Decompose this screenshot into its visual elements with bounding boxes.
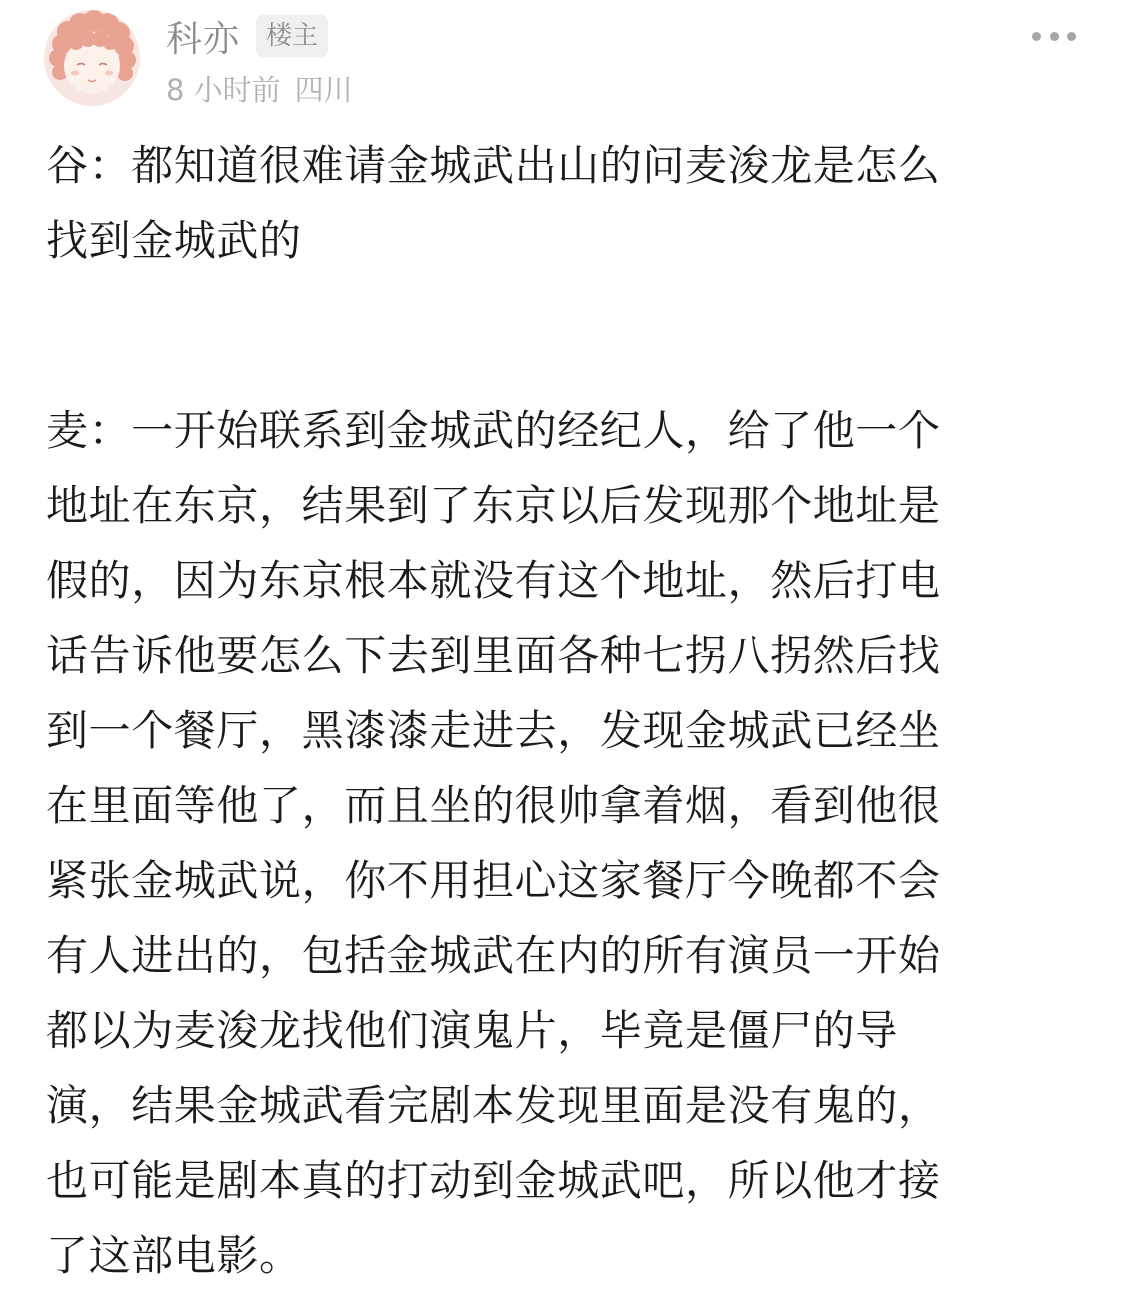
paragraph-question <box>46 128 1076 278</box>
text-line: 了这部电影。 <box>46 1231 302 1280</box>
text-line: 谷：都知道很难请金城武出山的问麦浚龙是怎么 <box>46 141 941 190</box>
op-badge: 楼主 <box>256 15 328 57</box>
post-meta <box>166 68 353 109</box>
text-line: 到一个餐厅，黑漆漆走进去，发现金城武已经坐 <box>46 706 941 755</box>
text-line: 麦：一开始联系到金城武的经纪人，给了他一个 <box>46 406 941 455</box>
post-body <box>46 128 1076 1293</box>
post-time: 8 小时前 <box>166 73 281 107</box>
post-header <box>44 8 1084 108</box>
text-line: 也可能是剧本真的打动到金城武吧，所以他才接 <box>46 1156 941 1205</box>
more-dots-icon[interactable] <box>1032 26 1076 46</box>
text-line: 地址在东京，结果到了东京以后发现那个地址是 <box>46 481 941 530</box>
user-line <box>166 12 328 60</box>
author-name[interactable]: 科亦 <box>166 18 241 60</box>
text-line: 演，结果金城武看完剧本发现里面是没有鬼的， <box>46 1081 941 1130</box>
paragraph-gap <box>46 278 1076 393</box>
post-location: 四川 <box>294 73 353 107</box>
cartoon-girl-avatar-icon[interactable] <box>44 10 140 106</box>
paragraph-answer <box>46 393 1076 1293</box>
text-line: 在里面等他了，而且坐的很帅拿着烟，看到他很 <box>46 781 941 830</box>
text-line: 找到金城武的 <box>46 216 302 265</box>
text-line: 都以为麦浚龙找他们演鬼片，毕竟是僵尸的导 <box>46 1006 899 1055</box>
text-line: 紧张金城武说，你不用担心这家餐厅今晚都不会 <box>46 856 941 905</box>
text-line: 有人进出的，包括金城武在内的所有演员一开始 <box>46 931 941 980</box>
text-line: 假的，因为东京根本就没有这个地址，然后打电 <box>46 556 941 605</box>
text-line: 话告诉他要怎么下去到里面各种七拐八拐然后找 <box>46 631 941 680</box>
